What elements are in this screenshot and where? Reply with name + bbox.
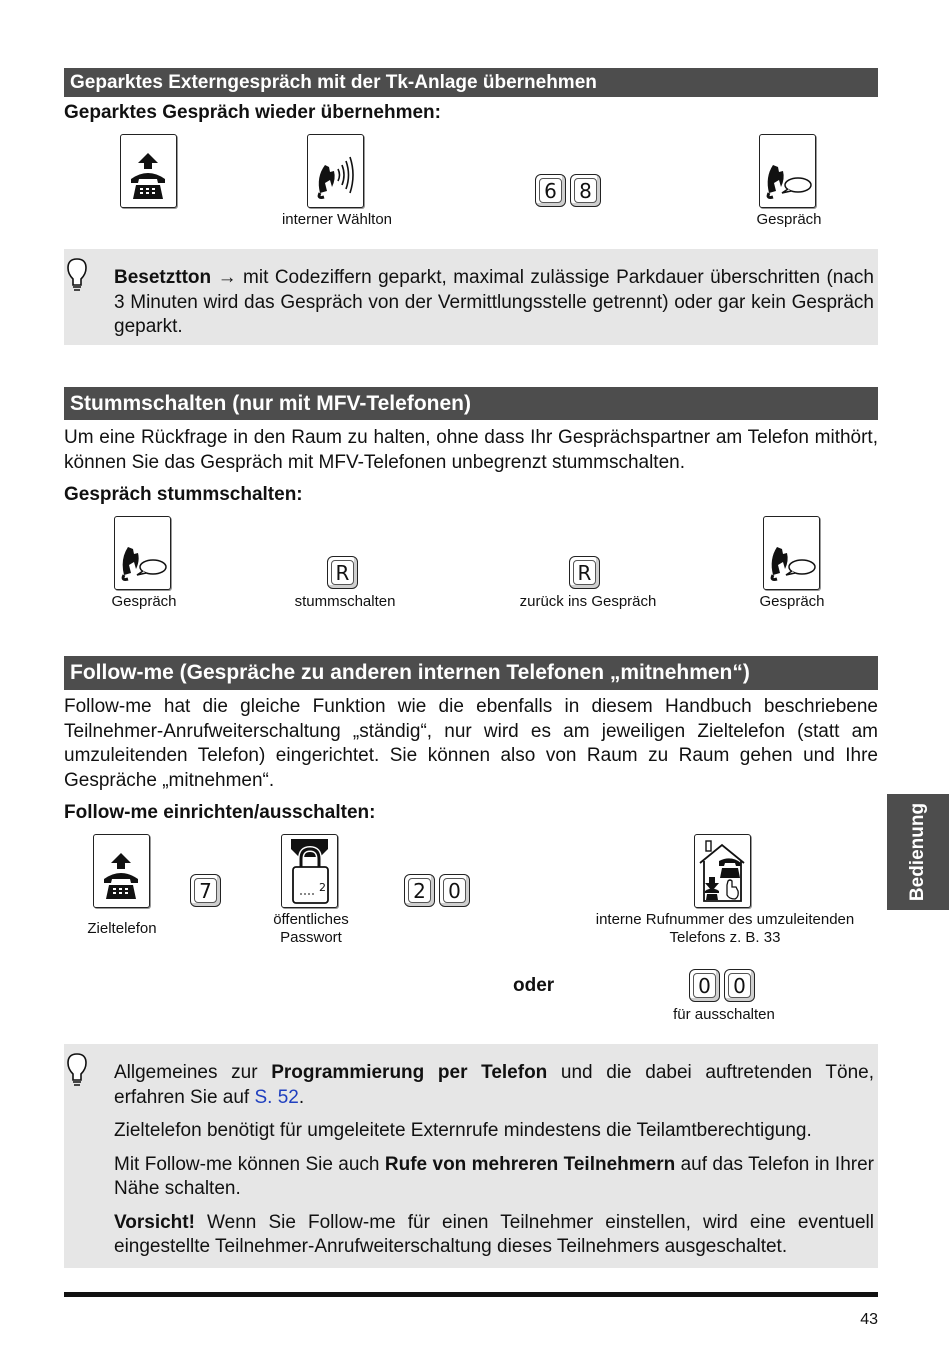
page-number: 43 [860, 1311, 878, 1328]
key-6: 6 [535, 174, 566, 207]
caption-dial-tone: interner Wählton [281, 211, 393, 228]
section-title-mute: Stummschalten (nur mit MFV-Telefonen) [64, 387, 878, 420]
talk-icon [114, 516, 171, 590]
lightbulb-icon [64, 255, 94, 295]
key-8: 8 [570, 174, 601, 207]
note-busy-tone [64, 249, 878, 345]
dial-tone-icon [307, 134, 364, 208]
house-phone-icon [694, 834, 751, 908]
caption-switch-off: für ausschalten [673, 1006, 775, 1023]
caption-target-phone: Zieltelefon [87, 920, 157, 937]
note-follow-me [64, 1044, 878, 1268]
talk-icon [763, 516, 820, 590]
section-title-park: Geparktes Externgespräch mit der Tk-Anlage übernehmen [64, 68, 878, 97]
subtitle-mute: Gespräch stummschalten: [64, 484, 303, 505]
caption-talk-2: Gespräch [759, 593, 825, 610]
side-tab-operation: Bedienung [887, 794, 949, 910]
key-0: 0 [689, 969, 720, 1002]
lightbulb-icon [64, 1050, 94, 1090]
follow-me-intro: Follow-me hat die gleiche Funktion wie die ebenfalls in diesem Handbuch beschriebene Teilnehmer-Anrufweiterschaltung „ständig“, nur wird es am jeweiligen Zieltelefon (statt am umzuleitenden Telefon) eingerichtet. Sie können also von Raum zu Raum gehen und Ihre Gespräche „mitnehmen“. [64, 696, 878, 791]
note-p4: Vorsicht! Wenn Sie Follow-me für einen Teilnehmer einstellen, wird eine eventuell eingestellte Teilnehmer-Anrufweiterschaltung dieses Teilnehmers ausgeschaltet. [114, 1211, 874, 1257]
caption-talk: Gespräch [756, 211, 822, 228]
note-busy-text: mit Codeziffern geparkt, maximal zulässige Parkdauer überschritten (nach 3 Minuten wird das Gespräch von der Vermittlungsstelle getrennt) oder gar kein Gespräch geparkt. [114, 267, 875, 337]
caption-internal-number: interne Rufnummer des umzuleitenden Telefons z. B. 33 [595, 911, 855, 946]
section-title-follow-me: Follow-me (Gespräche zu anderen internen Telefonen „mitnehmen“) [64, 656, 878, 690]
key-7: 7 [190, 874, 221, 907]
subtitle-take-over: Geparktes Gespräch wieder übernehmen: [64, 102, 441, 123]
note-p2: Zieltelefon benötigt für umgeleitete Externrufe mindestens die Teilamtberechtigung. [114, 1120, 812, 1141]
page-link[interactable]: S. 52 [254, 1086, 299, 1108]
subtitle-follow-me: Follow-me einrichten/ausschalten: [64, 802, 376, 823]
caption-password: öffentliches Passwort [273, 911, 349, 946]
caption-mute: stummschalten [294, 593, 396, 610]
key-0: 0 [724, 969, 755, 1002]
key-2: 2 [404, 874, 435, 907]
padlock-icon [281, 834, 338, 908]
talk-icon [759, 134, 816, 208]
caption-back-to-call: zurück ins Gespräch [519, 593, 657, 610]
handset-lift-icon [93, 834, 150, 908]
note-busy-bold: Besetztton [114, 267, 212, 288]
lock-digit: 2 [319, 881, 326, 894]
handset-lift-icon [120, 134, 177, 208]
arrow: → [217, 267, 237, 288]
note-p3: Mit Follow-me können Sie auch Rufe von mehreren Teilnehmern auf das Telefon in Ihrer Nähe schalten. [114, 1153, 874, 1199]
key-0: 0 [439, 874, 470, 907]
key-r: R [327, 556, 358, 589]
footer-rule [64, 1292, 878, 1297]
key-r: R [569, 556, 600, 589]
mute-intro: Um eine Rückfrage in den Raum zu halten, ohne dass Ihr Gesprächspartner am Telefon mithört, können Sie das Gespräch mit MFV-Telefonen unbegrenzt stummschalten. [64, 427, 878, 473]
caption-talk-1: Gespräch [111, 593, 177, 610]
note-p1: Allgemeines zur Programmierung per Telefon und die dabei auftretenden Töne, erfahren Sie auf S. 52. [114, 1062, 874, 1108]
or-label: oder [513, 975, 555, 996]
